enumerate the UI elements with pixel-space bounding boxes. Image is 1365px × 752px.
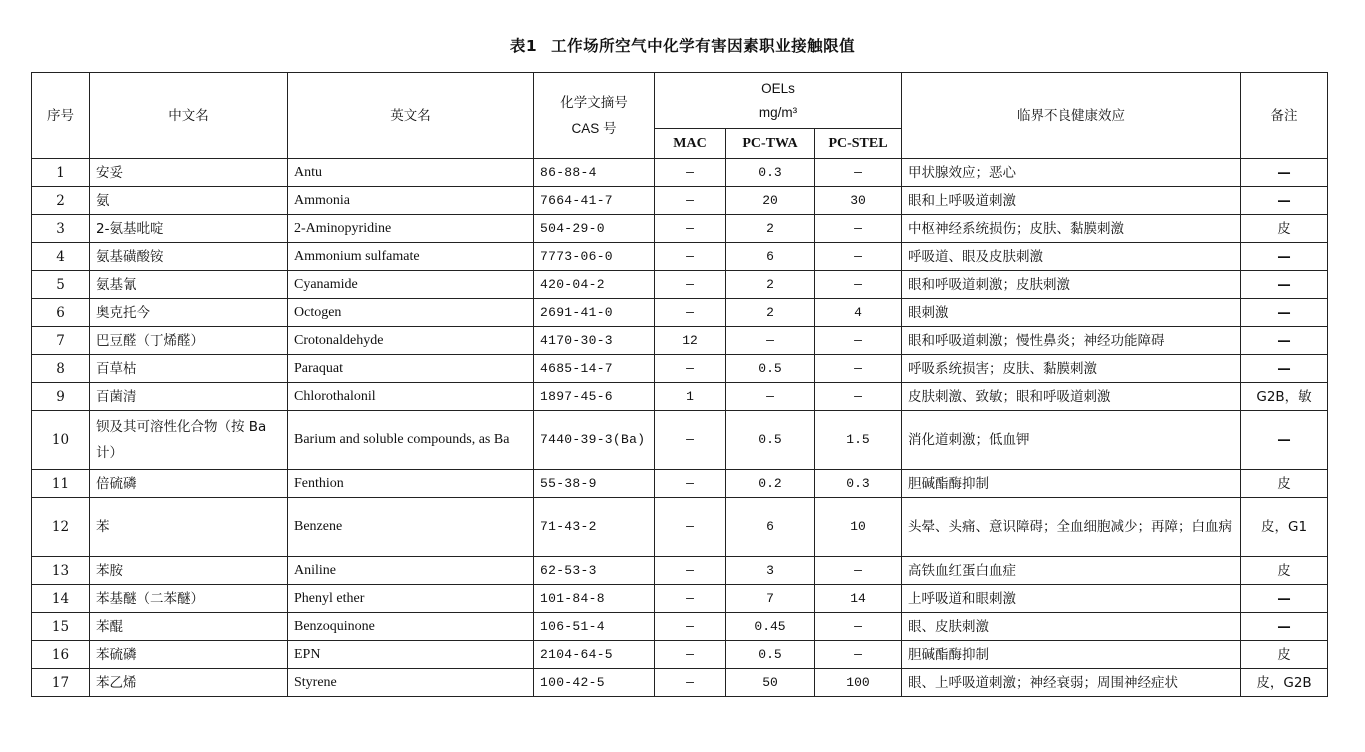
cell-seq: 4 [32, 243, 90, 271]
cell-mac: — [655, 187, 726, 215]
cell-en-name: Benzene [288, 498, 534, 557]
cell-effect: 呼吸系统损害；皮肤、黏膜刺激 [902, 355, 1241, 383]
cell-effect: 高铁血红蛋白血症 [902, 557, 1241, 585]
cell-mac: — [655, 641, 726, 669]
header-en-name: 英文名 [288, 73, 534, 159]
table-row [32, 641, 1328, 669]
cell-note: — [1241, 585, 1328, 613]
cell-seq: 3 [32, 215, 90, 243]
cell-seq: 5 [32, 271, 90, 299]
cell-stel: — [815, 641, 902, 669]
cell-en-name: Cyanamide [288, 271, 534, 299]
cell-twa: 0.45 [726, 613, 815, 641]
cell-seq: 9 [32, 383, 90, 411]
cell-mac: — [655, 243, 726, 271]
cell-effect: 甲状腺效应；恶心 [902, 159, 1241, 187]
cell-effect: 眼刺激 [902, 299, 1241, 327]
cell-mac: — [655, 411, 726, 470]
cell-zh-name: 苯基醚（二苯醚） [90, 585, 288, 613]
cell-seq: 16 [32, 641, 90, 669]
cell-cas: 420-04-2 [534, 271, 655, 299]
cell-twa: 50 [726, 669, 815, 697]
cell-en-name: Chlorothalonil [288, 383, 534, 411]
cell-twa: 20 [726, 187, 815, 215]
header-oels-label: OELs [761, 80, 795, 96]
cell-note: — [1241, 355, 1328, 383]
oel-table [31, 72, 1328, 697]
cell-effect: 眼、上呼吸道刺激；神经衰弱；周围神经症状 [902, 669, 1241, 697]
table-row [32, 613, 1328, 641]
cell-mac: — [655, 585, 726, 613]
cell-zh-name: 苯硫磷 [90, 641, 288, 669]
cell-en-name: EPN [288, 641, 534, 669]
table-caption: 工作场所空气中化学有害因素职业接触限值 [551, 37, 856, 55]
header-oels-unit: mg/m³ [758, 104, 798, 120]
cell-zh-name: 氨基氰 [90, 271, 288, 299]
cell-stel: — [815, 327, 902, 355]
cell-cas: 86-88-4 [534, 159, 655, 187]
header-mac: MAC [655, 129, 726, 159]
cell-stel: — [815, 243, 902, 271]
cell-stel: 100 [815, 669, 902, 697]
cell-cas: 62-53-3 [534, 557, 655, 585]
cell-en-name: Paraquat [288, 355, 534, 383]
cell-cas: 100-42-5 [534, 669, 655, 697]
cell-seq: 7 [32, 327, 90, 355]
cell-stel: — [815, 383, 902, 411]
header-twa: PC-TWA [726, 129, 815, 159]
cell-stel: — [815, 613, 902, 641]
cell-mac: 1 [655, 383, 726, 411]
header-stel: PC-STEL [815, 129, 902, 159]
header-cas-line2: CAS 号 [571, 120, 617, 136]
cell-mac: — [655, 355, 726, 383]
cell-effect: 中枢神经系统损伤；皮肤、黏膜刺激 [902, 215, 1241, 243]
cell-seq: 12 [32, 498, 90, 557]
cell-mac: — [655, 669, 726, 697]
cell-twa: 2 [726, 215, 815, 243]
cell-note: — [1241, 613, 1328, 641]
cell-cas: 7440-39-3(Ba) [534, 411, 655, 470]
cell-seq: 2 [32, 187, 90, 215]
cell-twa: — [726, 383, 815, 411]
cell-mac: 12 [655, 327, 726, 355]
cell-cas: 1897-45-6 [534, 383, 655, 411]
cell-twa: 2 [726, 271, 815, 299]
cell-cas: 106-51-4 [534, 613, 655, 641]
cell-zh-name: 苯胺 [90, 557, 288, 585]
cell-seq: 1 [32, 159, 90, 187]
cell-en-name: 2-Aminopyridine [288, 215, 534, 243]
cell-zh-name: 苯 [90, 498, 288, 557]
table-row [32, 159, 1328, 187]
cell-en-name: Antu [288, 159, 534, 187]
table-number: 表1 [509, 37, 538, 55]
cell-mac: — [655, 470, 726, 498]
cell-twa: 0.3 [726, 159, 815, 187]
cell-zh-name: 氨基磺酸铵 [90, 243, 288, 271]
cell-mac: — [655, 215, 726, 243]
cell-zh-name: 2-氨基吡啶 [90, 215, 288, 243]
cell-en-name: Ammonium sulfamate [288, 243, 534, 271]
cell-cas: 2691-41-0 [534, 299, 655, 327]
cell-twa: 0.2 [726, 470, 815, 498]
table-body [32, 159, 1328, 697]
cell-effect: 眼和上呼吸道刺激 [902, 187, 1241, 215]
cell-twa: 0.5 [726, 641, 815, 669]
table-row [32, 243, 1328, 271]
cell-zh-name: 奥克托今 [90, 299, 288, 327]
cell-twa: 6 [726, 498, 815, 557]
cell-seq: 6 [32, 299, 90, 327]
cell-effect: 头晕、头痛、意识障碍；全血细胞减少；再障；白血病 [902, 498, 1241, 557]
cell-mac: — [655, 271, 726, 299]
cell-note: G2B，敏 [1241, 383, 1328, 411]
table-row [32, 498, 1328, 557]
cell-note: — [1241, 243, 1328, 271]
cell-zh-name: 氨 [90, 187, 288, 215]
cell-effect: 消化道刺激；低血钾 [902, 411, 1241, 470]
cell-stel: 1.5 [815, 411, 902, 470]
cell-cas: 4685-14-7 [534, 355, 655, 383]
cell-cas: 504-29-0 [534, 215, 655, 243]
cell-twa: 0.5 [726, 355, 815, 383]
cell-en-name: Octogen [288, 299, 534, 327]
cell-stel: 10 [815, 498, 902, 557]
table-row [32, 271, 1328, 299]
cell-cas: 7664-41-7 [534, 187, 655, 215]
cell-cas: 7773-06-0 [534, 243, 655, 271]
cell-en-name: Aniline [288, 557, 534, 585]
table-row [32, 383, 1328, 411]
header-oels [655, 73, 902, 129]
header-seq: 序号 [32, 73, 90, 159]
cell-cas: 4170-30-3 [534, 327, 655, 355]
cell-note: — [1241, 187, 1328, 215]
cell-effect: 眼和呼吸道刺激；皮肤刺激 [902, 271, 1241, 299]
cell-twa: 6 [726, 243, 815, 271]
cell-stel: 14 [815, 585, 902, 613]
table-row [32, 557, 1328, 585]
cell-mac: — [655, 299, 726, 327]
table-row [32, 669, 1328, 697]
table-row [32, 299, 1328, 327]
header-zh-name: 中文名 [90, 73, 288, 159]
cell-stel: — [815, 215, 902, 243]
cell-seq: 11 [32, 470, 90, 498]
cell-note: — [1241, 411, 1328, 470]
cell-effect: 皮肤刺激、致敏；眼和呼吸道刺激 [902, 383, 1241, 411]
cell-twa: 7 [726, 585, 815, 613]
header-cas [534, 73, 655, 159]
cell-zh-name: 钡及其可溶性化合物（按 Ba 计） [90, 411, 288, 470]
cell-seq: 17 [32, 669, 90, 697]
cell-mac: — [655, 498, 726, 557]
table-row [32, 470, 1328, 498]
cell-note: — [1241, 271, 1328, 299]
cell-twa: 0.5 [726, 411, 815, 470]
cell-en-name: Benzoquinone [288, 613, 534, 641]
cell-stel: 4 [815, 299, 902, 327]
table-row [32, 215, 1328, 243]
cell-stel: — [815, 557, 902, 585]
cell-zh-name: 安妥 [90, 159, 288, 187]
table-row [32, 187, 1328, 215]
cell-seq: 8 [32, 355, 90, 383]
table-row [32, 411, 1328, 470]
cell-seq: 15 [32, 613, 90, 641]
cell-effect: 胆碱酯酶抑制 [902, 470, 1241, 498]
cell-en-name: Fenthion [288, 470, 534, 498]
table-row [32, 327, 1328, 355]
cell-seq: 14 [32, 585, 90, 613]
table-row [32, 585, 1328, 613]
table-row [32, 355, 1328, 383]
cell-stel: — [815, 271, 902, 299]
cell-mac: — [655, 557, 726, 585]
cell-stel: 30 [815, 187, 902, 215]
cell-cas: 71-43-2 [534, 498, 655, 557]
cell-effect: 上呼吸道和眼刺激 [902, 585, 1241, 613]
cell-zh-name: 苯乙烯 [90, 669, 288, 697]
cell-zh-name: 巴豆醛（丁烯醛） [90, 327, 288, 355]
cell-effect: 眼、皮肤刺激 [902, 613, 1241, 641]
cell-effect: 眼和呼吸道刺激；慢性鼻炎；神经功能障碍 [902, 327, 1241, 355]
cell-effect: 呼吸道、眼及皮肤刺激 [902, 243, 1241, 271]
cell-stel: — [815, 355, 902, 383]
header-note: 备注 [1241, 73, 1328, 159]
cell-en-name: Phenyl ether [288, 585, 534, 613]
cell-zh-name: 倍硫磷 [90, 470, 288, 498]
cell-effect: 胆碱酯酶抑制 [902, 641, 1241, 669]
cell-note: 皮 [1241, 641, 1328, 669]
cell-stel: 0.3 [815, 470, 902, 498]
cell-note: 皮，G2B [1241, 669, 1328, 697]
cell-seq: 10 [32, 411, 90, 470]
cell-cas: 55-38-9 [534, 470, 655, 498]
cell-zh-name: 百菌清 [90, 383, 288, 411]
cell-twa: 2 [726, 299, 815, 327]
cell-en-name: Barium and soluble compounds, as Ba [288, 411, 534, 470]
cell-zh-name: 百草枯 [90, 355, 288, 383]
cell-cas: 101-84-8 [534, 585, 655, 613]
cell-en-name: Crotonaldehyde [288, 327, 534, 355]
cell-twa: — [726, 327, 815, 355]
cell-note: 皮 [1241, 470, 1328, 498]
cell-twa: 3 [726, 557, 815, 585]
cell-stel: — [815, 159, 902, 187]
cell-en-name: Styrene [288, 669, 534, 697]
cell-note: — [1241, 327, 1328, 355]
cell-mac: — [655, 159, 726, 187]
cell-note: — [1241, 159, 1328, 187]
cell-seq: 13 [32, 557, 90, 585]
cell-zh-name: 苯醌 [90, 613, 288, 641]
cell-cas: 2104-64-5 [534, 641, 655, 669]
cell-en-name: Ammonia [288, 187, 534, 215]
table-title [0, 34, 1365, 56]
cell-note: — [1241, 299, 1328, 327]
header-effect: 临界不良健康效应 [902, 73, 1241, 159]
cell-mac: — [655, 613, 726, 641]
cell-note: 皮 [1241, 215, 1328, 243]
header-cas-line1: 化学文摘号 [560, 94, 628, 111]
cell-note: 皮 [1241, 557, 1328, 585]
cell-note: 皮，G1 [1241, 498, 1328, 557]
